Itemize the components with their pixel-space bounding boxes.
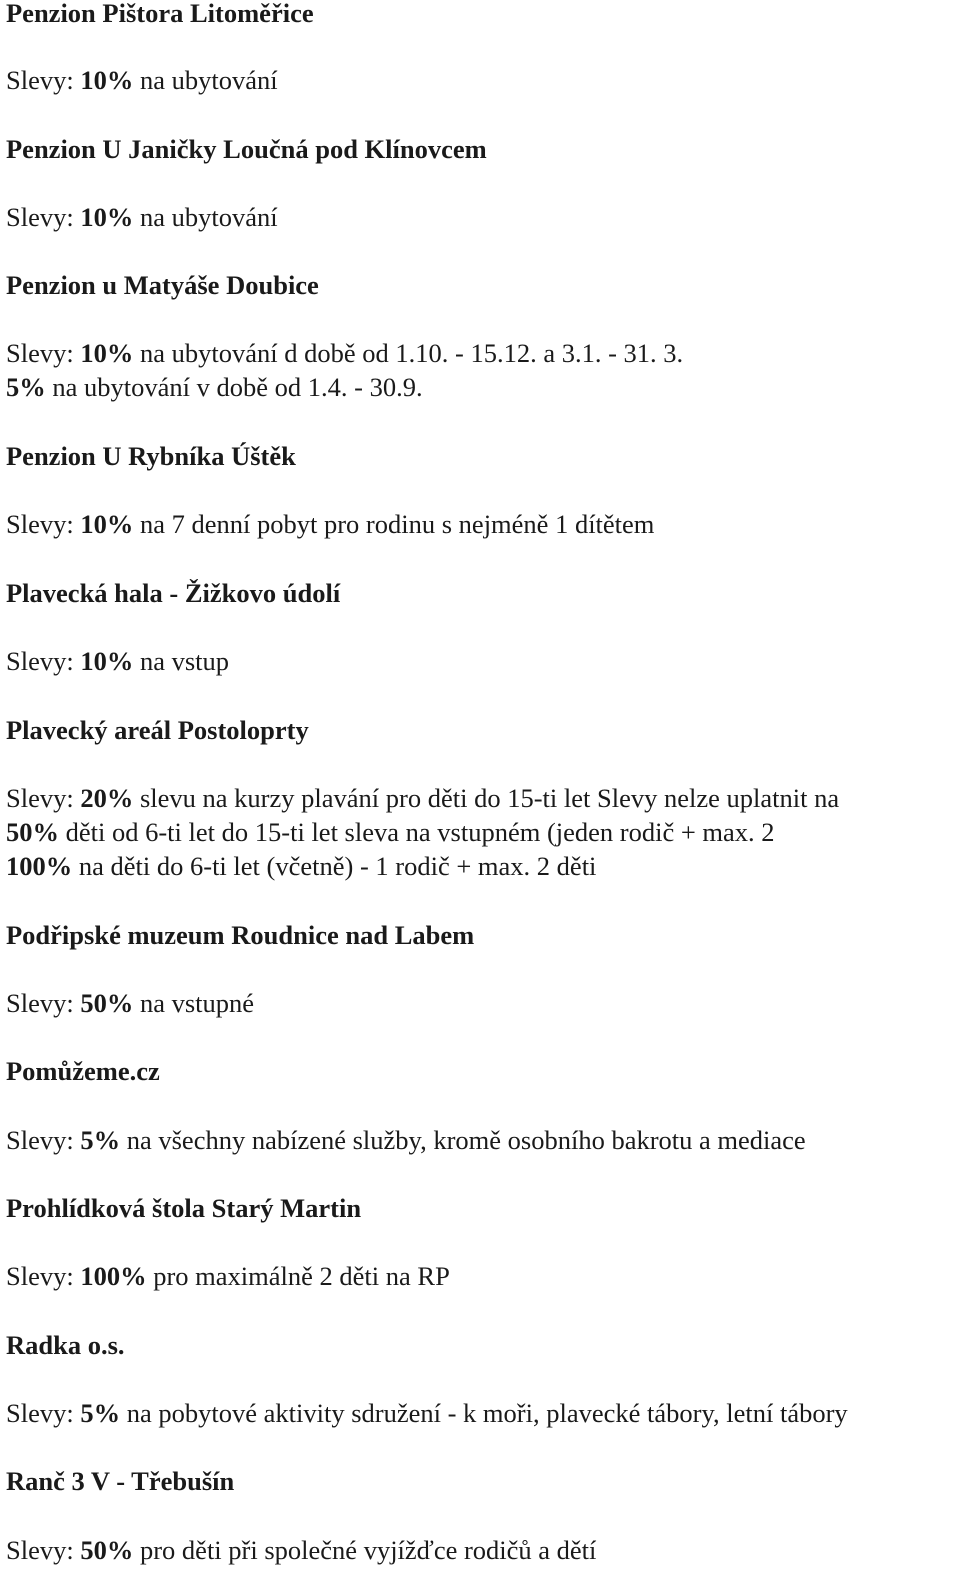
discount-percent: 50% [6, 817, 59, 847]
entry-title: Penzion U Janičky Loučná pod Klínovcem [6, 134, 487, 164]
discount-percent: 10% [80, 202, 134, 232]
discount-percent: 5% [80, 1125, 121, 1155]
discount-line [6, 987, 254, 1019]
entry-title: Ranč 3 V - Třebušín [6, 1466, 235, 1496]
discount-line [6, 850, 596, 882]
discount-percent: 10% [80, 646, 134, 676]
discount-line [6, 371, 423, 403]
entry-title: Penzion Pištora Litoměřice [6, 0, 314, 28]
discount-line [6, 1534, 596, 1566]
discount-prefix: Slevy: [6, 646, 81, 676]
discount-line [6, 1397, 848, 1429]
discount-percent: 10% [80, 338, 134, 368]
entry-title: Plavecký areál Postoloprty [6, 715, 309, 745]
discount-line [6, 201, 278, 233]
discount-percent: 100% [6, 851, 73, 881]
discount-prefix: Slevy: [6, 202, 81, 232]
discount-text: slevu na kurzy plavání pro děti do 15-ti let Slevy nelze uplatnit na [133, 783, 840, 813]
discount-text: na všechny nabízené služby, kromě osobního bakrotu a mediace [120, 1125, 806, 1155]
discount-text: pro maximálně 2 děti na RP [146, 1261, 450, 1291]
discount-line [6, 64, 278, 96]
discount-line [6, 645, 229, 677]
discount-line [6, 508, 654, 540]
discount-prefix: Slevy: [6, 1261, 81, 1291]
discount-text: pro děti při společné vyjížďce rodičů a dětí [133, 1535, 597, 1565]
discount-text: děti od 6-ti let do 15-ti let sleva na vstupném (jeden rodič + max. 2 [59, 817, 775, 847]
discount-percent: 5% [6, 372, 46, 402]
discount-text: na pobytové aktivity sdružení - k moři, plavecké tábory, letní tábory [120, 1398, 848, 1428]
discount-prefix: Slevy: [6, 1398, 81, 1428]
discount-percent: 50% [80, 1535, 134, 1565]
discount-text: na děti do 6-ti let (včetně) - 1 rodič + max. 2 děti [72, 851, 597, 881]
discount-prefix: Slevy: [6, 783, 81, 813]
entry-title: Plavecká hala - Žižkovo údolí [6, 578, 341, 608]
discount-percent: 50% [80, 988, 134, 1018]
discount-prefix: Slevy: [6, 338, 81, 368]
entry-title: Radka o.s. [6, 1330, 125, 1360]
discount-line [6, 337, 683, 369]
discount-line [6, 1260, 450, 1292]
discount-text: na ubytování [133, 65, 278, 95]
entry-title: Penzion u Matyáše Doubice [6, 270, 319, 300]
discount-text: na vstupné [133, 988, 255, 1018]
entry-title: Penzion U Rybníka Úštěk [6, 441, 296, 471]
discount-prefix: Slevy: [6, 509, 81, 539]
entry-title: Podřipské muzeum Roudnice nad Labem [6, 920, 475, 950]
discount-text: na 7 denní pobyt pro rodinu s nejméně 1 dítětem [133, 509, 655, 539]
discount-percent: 100% [80, 1261, 147, 1291]
discount-prefix: Slevy: [6, 65, 81, 95]
discount-text: na vstup [133, 646, 230, 676]
discount-text: na ubytování v době od 1.4. - 30.9. [45, 372, 423, 402]
entry-title: Prohlídková štola Starý Martin [6, 1193, 362, 1223]
discount-percent: 5% [80, 1398, 121, 1428]
discount-text: na ubytování [133, 202, 278, 232]
discount-line [6, 816, 775, 848]
discount-percent: 10% [80, 509, 134, 539]
entry-title: Pomůžeme.cz [6, 1056, 160, 1086]
discount-text: na ubytování d době od 1.10. - 15.12. a 3.1. - 31. 3. [133, 338, 684, 368]
discount-line [6, 782, 839, 814]
discount-percent: 10% [80, 65, 134, 95]
discount-prefix: Slevy: [6, 988, 81, 1018]
discount-line [6, 1124, 806, 1156]
discount-prefix: Slevy: [6, 1535, 81, 1565]
discount-percent: 20% [80, 783, 134, 813]
discount-prefix: Slevy: [6, 1125, 81, 1155]
